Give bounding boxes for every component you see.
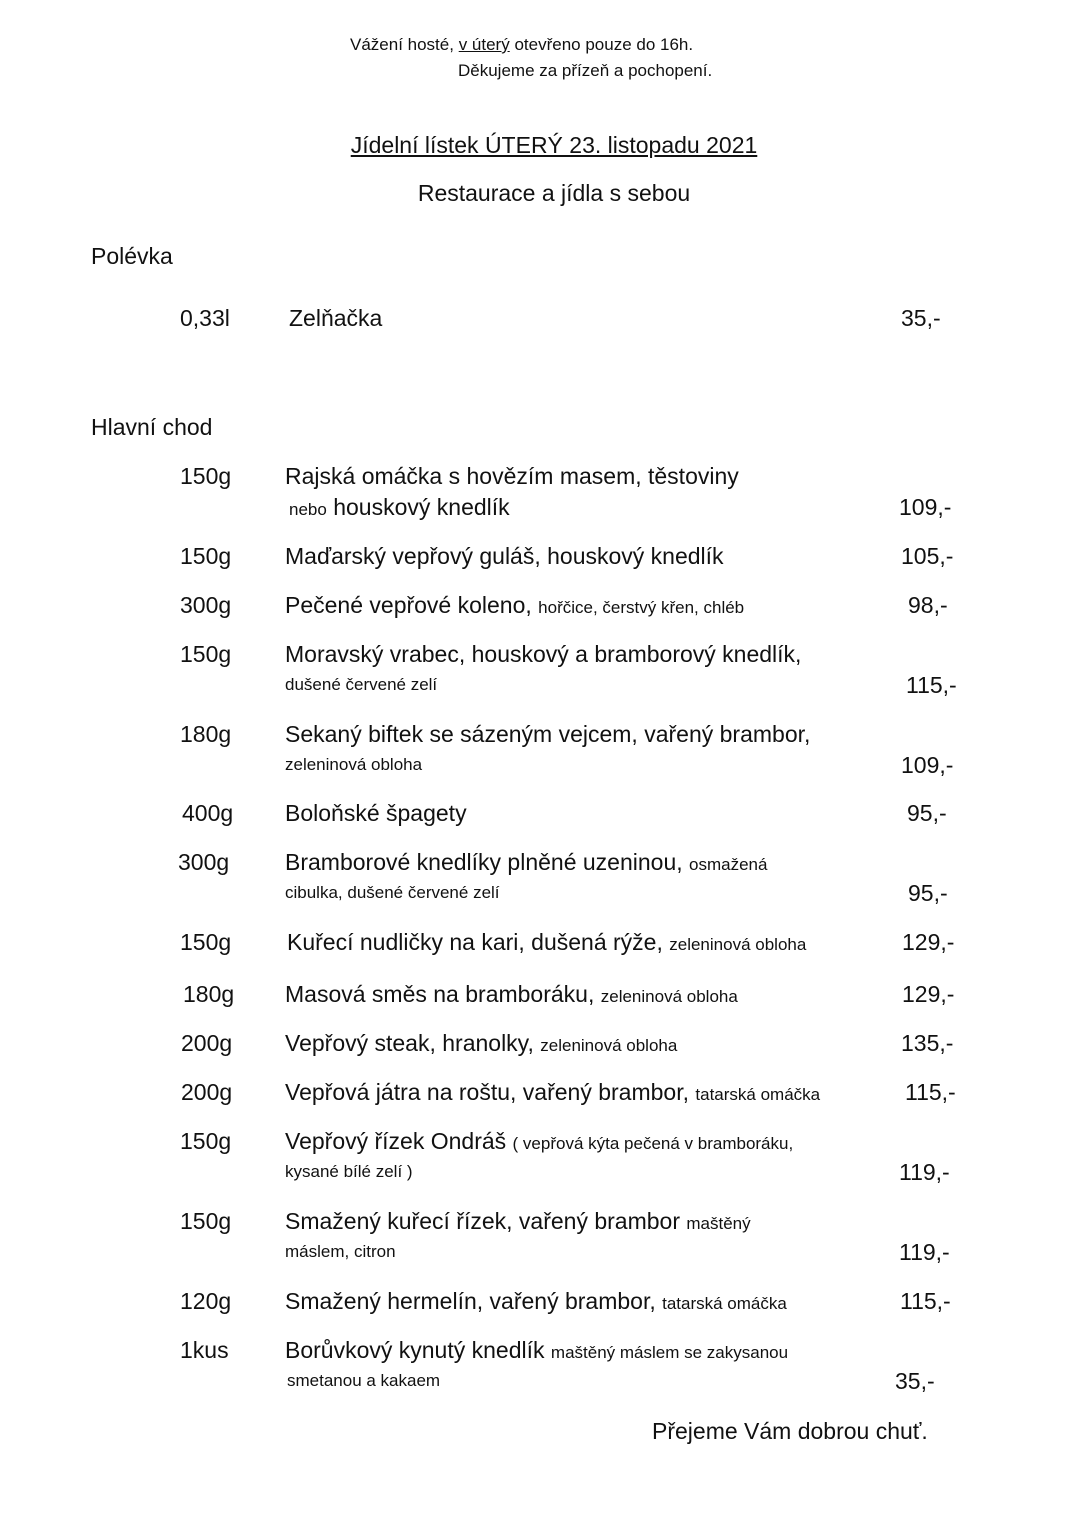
item-name: Pečené vepřové koleno, xyxy=(285,592,532,618)
closing-wish: Přejeme Vám dobrou chuť. xyxy=(652,1418,928,1444)
item-line-1 xyxy=(285,1337,788,1364)
item-name: Maďarský vepřový guláš, houskový knedlík xyxy=(285,543,724,569)
item-name: Zelňačka xyxy=(289,305,383,331)
item-weight: 200g xyxy=(181,1079,233,1105)
item-weight: 150g xyxy=(180,463,232,489)
item-line-2 xyxy=(289,494,510,521)
item-price: 35,- xyxy=(901,305,941,331)
item-weight: 300g xyxy=(178,849,230,875)
item-name: Vepřová játra na roštu, vařený brambor, xyxy=(285,1079,689,1105)
item-name: Borůvkový kynutý knedlík xyxy=(285,1337,545,1363)
item-note: zeleninová obloha xyxy=(600,987,738,1006)
item-name: Moravský vrabec, houskový a bramborový knedlík, xyxy=(285,641,802,667)
item-weight: 1kus xyxy=(180,1337,229,1363)
item-weight: 300g xyxy=(180,592,232,618)
item-name: Bramborové knedlíky plněné uzeninou, xyxy=(285,849,683,875)
item-name: Smažený kuřecí řízek, vařený brambor xyxy=(285,1208,680,1234)
soup-heading: Polévka xyxy=(91,243,173,269)
item-price: 115,- xyxy=(906,672,957,698)
item-weight: 150g xyxy=(180,1208,232,1234)
item-price: 129,- xyxy=(902,981,955,1007)
notice-text: otevřeno pouze do 16h. xyxy=(514,35,694,54)
item-weight: 150g xyxy=(180,1128,232,1154)
item-line-1 xyxy=(285,592,744,619)
item-line-1 xyxy=(285,1079,820,1106)
item-name: Rajská omáčka s hovězím masem, těstoviny xyxy=(285,463,739,489)
item-price: 119,- xyxy=(899,1159,950,1185)
item-name: Kuřecí nudličky na kari, dušená rýže, xyxy=(287,929,663,955)
item-weight: 400g xyxy=(182,800,234,826)
item-price: 109,- xyxy=(901,752,954,778)
item-name: Sekaný biftek se sázeným vejcem, vařený brambor, xyxy=(285,721,811,747)
item-weight: 120g xyxy=(180,1288,232,1314)
item-price: 119,- xyxy=(899,1239,950,1265)
item-note: osmažená xyxy=(689,855,768,874)
item-price: 98,- xyxy=(908,592,948,618)
menu-title: Jídelní lístek ÚTERÝ 23. listopadu 2021 xyxy=(350,132,758,158)
item-price: 109,- xyxy=(899,494,952,520)
item-note-line-2: kysané bílé zelí ) xyxy=(285,1162,413,1181)
item-weight: 200g xyxy=(181,1030,233,1056)
item-note: hořčice, čerstvý křen, chléb xyxy=(538,598,745,617)
item-name: Vepřový steak, hranolky, xyxy=(285,1030,534,1056)
item-line-1 xyxy=(285,1030,677,1057)
item-note-line-2: cibulka, dušené červené zelí xyxy=(285,883,500,902)
item-weight: 150g xyxy=(180,641,232,667)
item-name: Vepřový řízek Ondráš xyxy=(285,1128,507,1154)
notice-text: Vážení hosté, xyxy=(350,35,454,54)
item-note: tatarská omáčka xyxy=(695,1085,821,1104)
item-note: maštěný xyxy=(686,1214,751,1233)
main-heading: Hlavní chod xyxy=(91,414,213,440)
notice-line-1 xyxy=(350,35,693,55)
item-note: zeleninová obloha xyxy=(540,1036,678,1055)
item-price: 95,- xyxy=(907,800,947,826)
item-note: nebo xyxy=(289,500,327,519)
menu-subtitle: Restaurace a jídla s sebou xyxy=(417,180,691,206)
item-price: 129,- xyxy=(902,929,955,955)
item-line-1 xyxy=(285,849,767,876)
notice-underlined-day: v úterý xyxy=(458,35,510,54)
item-weight: 0,33l xyxy=(180,305,230,331)
item-line-1 xyxy=(285,981,738,1008)
item-note: dušené červené zelí xyxy=(285,675,438,694)
item-note-line-2: máslem, citron xyxy=(285,1242,396,1261)
item-price: 35,- xyxy=(895,1368,935,1394)
item-price: 105,- xyxy=(901,543,954,569)
item-name: Masová směs na bramboráku, xyxy=(285,981,595,1007)
item-price: 135,- xyxy=(901,1030,954,1056)
item-weight: 150g xyxy=(180,929,232,955)
item-note: maštěný máslem se zakysanou xyxy=(550,1343,789,1362)
item-weight: 180g xyxy=(183,981,235,1007)
item-name: Smažený hermelín, vařený brambor, xyxy=(285,1288,656,1314)
notice-line-2: Děkujeme za přízeň a pochopení. xyxy=(458,61,713,80)
item-side: houskový knedlík xyxy=(333,494,510,520)
item-line-1 xyxy=(285,1208,751,1235)
item-price: 95,- xyxy=(908,880,948,906)
item-weight: 150g xyxy=(180,543,232,569)
item-note-line-2: smetanou a kakaem xyxy=(287,1371,441,1390)
item-price: 115,- xyxy=(900,1288,951,1314)
item-line-1 xyxy=(285,1288,787,1315)
item-price: 115,- xyxy=(905,1079,956,1105)
item-weight: 180g xyxy=(180,721,232,747)
item-note: ( vepřová kýta pečená v bramboráku, xyxy=(512,1134,794,1153)
item-name: Boloňské špagety xyxy=(285,800,467,826)
item-note: zeleninová obloha xyxy=(285,755,423,774)
item-note: zeleninová obloha xyxy=(669,935,807,954)
item-line-1 xyxy=(285,1128,793,1155)
item-line-1 xyxy=(287,929,806,956)
item-note: tatarská omáčka xyxy=(662,1294,787,1313)
